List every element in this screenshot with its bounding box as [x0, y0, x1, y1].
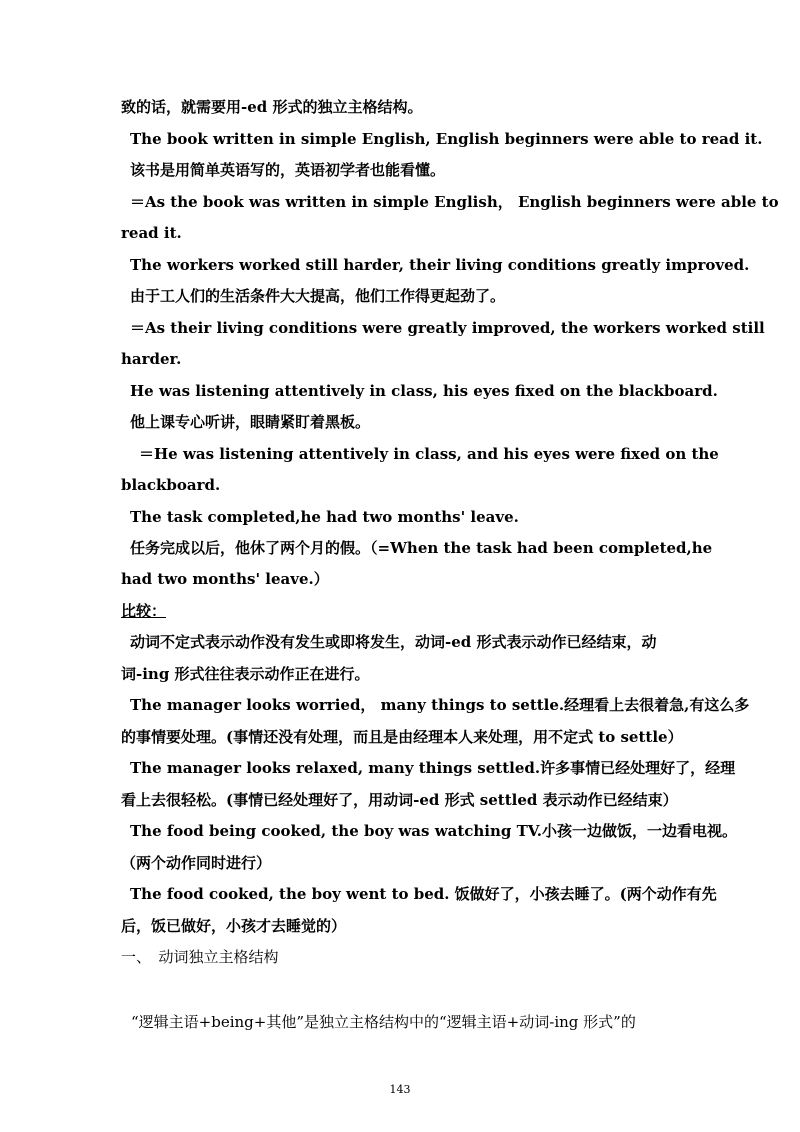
body-paragraph: “逻辑主语+being+其他”是独立主格结构中的“逻辑主语+动词-ing 形式”的: [131, 1013, 636, 1031]
text-line-continued: 后，饭已做好，小孩才去睡觉的）: [121, 917, 347, 935]
equivalent-sentence: ＝As their living conditions were greatly improved, the workers worked still: [130, 319, 765, 337]
example-sentence: The task completed,he had two months' leave.: [130, 508, 519, 526]
example-sentence: The food cooked, the boy went to bed. 饭做好了，小孩去睡了。(两个动作有先: [130, 885, 717, 903]
text-line-continued: blackboard.: [121, 476, 221, 494]
example-sentence: The manager looks relaxed, many things settled.许多事情已经处理好了，经理: [130, 759, 736, 777]
text-line-continued: read it.: [121, 224, 182, 242]
translation-line: 该书是用简单英语写的，英语初学者也能看懂。: [130, 161, 446, 179]
example-sentence: He was listening attentively in class, his eyes fixed on the blackboard.: [130, 382, 718, 400]
page-number: 143: [389, 1083, 411, 1096]
example-sentence: The workers worked still harder, their living conditions greatly improved.: [130, 256, 750, 274]
equivalent-sentence: ＝As the book was written in simple English， English beginners were able to: [130, 193, 779, 211]
example-sentence: The manager looks worried， many things to settle.经理看上去很着急,有这么多: [130, 696, 750, 714]
translation-line: 他上课专心听讲，眼睛紧盯着黑板。: [130, 413, 371, 431]
example-sentence: The food being cooked, the boy was watching TV.小孩一边做饭，一边看电视。: [130, 822, 738, 840]
example-sentence: The book written in simple English, English beginners were able to read it.: [130, 130, 763, 148]
explanation-line: 动词不定式表示动作没有发生或即将发生，动词-ed 形式表示动作已经结束，动: [130, 633, 657, 651]
equivalent-sentence: ＝He was listening attentively in class, and his eyes were fixed on the: [139, 445, 719, 463]
text-line-continued: 词-ing 形式往往表示动作正在进行。: [121, 665, 370, 683]
section-heading: 一、 动词独立主格结构: [121, 948, 279, 966]
section-heading-compare: 比较：: [121, 602, 167, 620]
translation-line: 任务完成以后，他休了两个月的假。（=When the task had been completed,he: [130, 539, 713, 557]
translation-line: 由于工人们的生活条件大大提高，他们工作得更起劲了。: [130, 287, 506, 305]
text-line-continued: harder.: [121, 350, 182, 368]
text-line-continued: （两个动作同时进行）: [121, 854, 272, 872]
text-line-continued: 的事情要处理。(事情还没有处理，而且是由经理本人来处理，用不定式 to settle）: [121, 728, 683, 746]
text-line-continued: had two months' leave.）: [121, 570, 329, 588]
text-line-continued: 看上去很轻松。(事情已经处理好了，用动词-ed 形式 settled 表示动作已经结束）: [121, 791, 678, 809]
text-line-1: 致的话，就需要用-ed 形式的独立主格结构。: [121, 98, 423, 116]
